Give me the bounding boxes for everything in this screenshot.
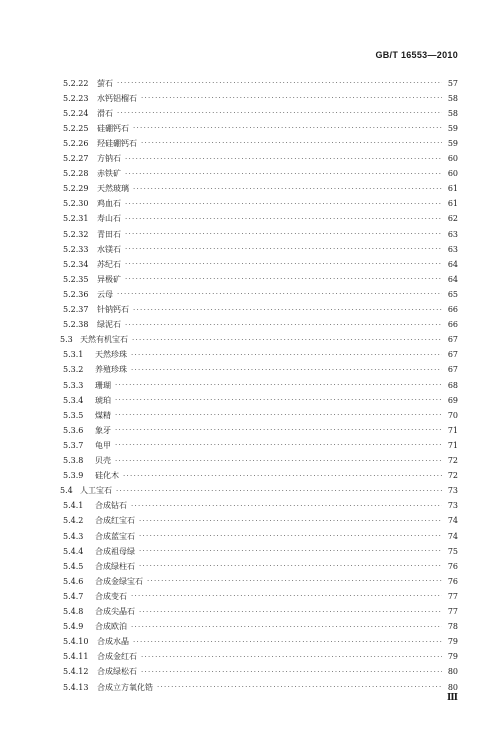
toc-entry-page: 61 bbox=[447, 199, 458, 209]
toc-entry-title: 天然珍珠 bbox=[95, 350, 127, 360]
dot-leader bbox=[131, 502, 442, 510]
dot-leader bbox=[139, 562, 442, 570]
toc-entry-page: 73 bbox=[447, 486, 458, 496]
toc-entry-title: 异极矿 bbox=[97, 274, 121, 284]
toc-entry-number: 5.3 bbox=[60, 335, 73, 345]
toc-entry-page: 64 bbox=[447, 274, 458, 284]
toc-entry bbox=[63, 438, 458, 452]
toc-entry bbox=[63, 544, 458, 558]
toc-entry bbox=[63, 574, 458, 588]
toc-entry-number: 5.2.22 bbox=[63, 78, 89, 88]
toc-entry-title: 合成尖晶石 bbox=[95, 607, 135, 616]
toc-entry-page: 57 bbox=[447, 78, 458, 88]
toc-entry-number: 5.3.1 bbox=[63, 350, 84, 360]
toc-entry-number: 5.2.32 bbox=[63, 229, 89, 239]
toc-entry-number: 5.2.23 bbox=[63, 93, 89, 103]
toc-entry-number: 5.2.27 bbox=[63, 154, 89, 163]
dot-leader bbox=[125, 155, 442, 163]
toc-entry bbox=[63, 499, 458, 513]
toc-entry-title: 萤石 bbox=[97, 78, 113, 88]
toc-entry-page: 63 bbox=[447, 229, 458, 239]
toc-entry-number: 5.2.24 bbox=[63, 108, 89, 118]
toc-entry-title: 合成变石 bbox=[95, 591, 127, 601]
toc-entry-page: 59 bbox=[447, 123, 458, 133]
toc-entry-title: 人工宝石 bbox=[80, 486, 112, 496]
toc-entry-title: 合成红宝石 bbox=[95, 516, 135, 526]
toc-entry-page: 62 bbox=[447, 214, 458, 224]
toc-entry bbox=[63, 197, 458, 211]
dot-leader bbox=[133, 638, 442, 646]
toc-entry bbox=[63, 91, 458, 105]
toc-entry-page: 59 bbox=[447, 138, 458, 148]
toc-entry-page: 67 bbox=[447, 350, 458, 360]
toc-entry-number: 5.4.3 bbox=[63, 531, 84, 541]
toc-entry-page: 67 bbox=[447, 365, 458, 375]
toc-entry-title: 合成蓝宝石 bbox=[95, 531, 135, 541]
toc-entry-page: 73 bbox=[447, 501, 458, 511]
toc-entry-page: 60 bbox=[447, 154, 458, 163]
dot-leader bbox=[125, 215, 442, 223]
toc-entry-number: 5.4.1 bbox=[63, 501, 84, 511]
toc-entry-page: 72 bbox=[447, 471, 458, 481]
toc-entry-page: 74 bbox=[447, 531, 458, 541]
toc-entry-title: 硅化木 bbox=[95, 471, 119, 481]
toc-entry bbox=[63, 363, 458, 377]
toc-entry-title: 合成钻石 bbox=[95, 501, 127, 511]
toc-entry-number: 5.3.9 bbox=[63, 471, 84, 481]
toc-entry bbox=[63, 650, 458, 664]
dot-leader bbox=[117, 109, 442, 117]
dot-leader bbox=[131, 592, 442, 600]
toc-entry-page: 68 bbox=[447, 380, 458, 390]
dot-leader bbox=[125, 230, 442, 238]
toc-entry bbox=[63, 167, 458, 181]
toc-entry-number: 5.4.7 bbox=[63, 591, 84, 601]
dot-leader bbox=[123, 472, 442, 480]
toc-entry bbox=[63, 559, 458, 573]
toc-entry-title: 合成欧泊 bbox=[95, 622, 127, 632]
toc-entry bbox=[63, 136, 458, 150]
toc-entry-title: 合成绿松石 bbox=[97, 667, 137, 677]
toc-entry-title: 合成金红石 bbox=[97, 652, 137, 662]
toc-entry-title: 羟硅硼钙石 bbox=[97, 138, 137, 148]
toc-entry-number: 5.2.38 bbox=[63, 320, 89, 330]
toc-entry bbox=[63, 121, 458, 135]
toc-entry bbox=[63, 680, 458, 694]
toc-entry-title: 水钙铝榴石 bbox=[97, 93, 137, 103]
dot-leader bbox=[141, 653, 442, 661]
dot-leader bbox=[132, 336, 442, 344]
dot-leader bbox=[157, 683, 442, 691]
toc-entry bbox=[63, 287, 458, 301]
toc-entry bbox=[63, 318, 458, 332]
toc-entry bbox=[63, 620, 458, 634]
toc-entry-page: 71 bbox=[447, 425, 458, 435]
toc-entry-title: 云母 bbox=[97, 289, 113, 299]
toc-entry-page: 79 bbox=[447, 652, 458, 662]
toc-entry-title: 苏纪石 bbox=[97, 259, 121, 269]
toc-entry-page: 64 bbox=[447, 259, 458, 269]
toc-entry-title: 合成立方氧化锆 bbox=[97, 682, 153, 692]
toc-entry-number: 5.4 bbox=[60, 486, 73, 496]
dot-leader bbox=[117, 290, 442, 298]
toc-entry-number: 5.4.13 bbox=[63, 682, 89, 692]
dot-leader bbox=[115, 457, 442, 465]
toc-entry-page: 80 bbox=[447, 682, 458, 692]
toc-entry-number: 5.2.28 bbox=[63, 169, 89, 179]
toc-entry bbox=[63, 529, 458, 543]
toc-entry bbox=[63, 272, 458, 286]
toc-entry-page: 77 bbox=[447, 591, 458, 601]
toc-entry-number: 5.3.5 bbox=[63, 410, 84, 420]
dot-leader bbox=[139, 517, 442, 525]
toc-entry-title: 养殖珍珠 bbox=[95, 365, 127, 375]
toc-entry-title: 方钠石 bbox=[97, 154, 121, 163]
toc-entry-page: 76 bbox=[447, 576, 458, 586]
dot-leader bbox=[125, 260, 442, 268]
toc-entry-title: 天然有机宝石 bbox=[80, 335, 128, 345]
toc-entry-page: 61 bbox=[447, 184, 458, 194]
toc-entry bbox=[63, 408, 458, 422]
toc-entry bbox=[63, 152, 458, 166]
dot-leader bbox=[115, 396, 442, 404]
toc-entry-number: 5.3.8 bbox=[63, 456, 84, 465]
toc-entry-title: 鸡血石 bbox=[97, 199, 121, 209]
toc-entry bbox=[63, 423, 458, 437]
dot-leader bbox=[133, 306, 442, 314]
toc-entry bbox=[63, 348, 458, 362]
toc-entry-number: 5.4.5 bbox=[63, 561, 84, 571]
toc-entry-title: 硅硼钙石 bbox=[97, 123, 129, 133]
toc-entry-title: 合成祖母绿 bbox=[95, 546, 135, 556]
toc-entry bbox=[63, 257, 458, 271]
toc-entry-title: 珊瑚 bbox=[95, 380, 111, 390]
dot-leader bbox=[133, 124, 442, 132]
toc-entry bbox=[63, 635, 458, 649]
toc-entry bbox=[63, 665, 458, 679]
toc-entry-number: 5.3.4 bbox=[63, 395, 84, 405]
dot-leader bbox=[116, 487, 442, 495]
toc-entry-number: 5.4.9 bbox=[63, 622, 84, 632]
toc-entry-page: 58 bbox=[447, 93, 458, 103]
toc-entry-page: 60 bbox=[447, 169, 458, 179]
dot-leader bbox=[131, 623, 442, 631]
toc-entry-title: 水镁石 bbox=[97, 244, 121, 254]
dot-leader bbox=[125, 321, 442, 329]
toc-entry-number: 5.2.37 bbox=[63, 305, 89, 314]
toc-entry-page: 79 bbox=[447, 637, 458, 647]
dot-leader bbox=[141, 668, 442, 676]
toc-entry-title: 针钠钙石 bbox=[97, 305, 129, 314]
dot-leader bbox=[139, 547, 442, 555]
toc-entry bbox=[63, 182, 458, 196]
toc-entry-page: 77 bbox=[447, 607, 458, 616]
dot-leader bbox=[125, 170, 442, 178]
toc-entry-number: 5.4.6 bbox=[63, 576, 84, 586]
toc-entry-number: 5.2.34 bbox=[63, 259, 89, 269]
toc-entry-title: 合成金绿宝石 bbox=[95, 576, 143, 586]
toc-entry-title: 天然玻璃 bbox=[97, 184, 129, 194]
toc-entry-page: 66 bbox=[447, 305, 458, 314]
toc-entry bbox=[63, 227, 458, 241]
toc-entry-page: 71 bbox=[447, 440, 458, 450]
toc-entry-number: 5.3.3 bbox=[63, 380, 84, 390]
dot-leader bbox=[125, 275, 442, 283]
dot-leader bbox=[125, 245, 442, 253]
toc-entry bbox=[63, 605, 458, 619]
toc-entry-number: 5.2.29 bbox=[63, 184, 89, 194]
toc-entry bbox=[63, 454, 458, 468]
dot-leader bbox=[141, 94, 442, 102]
toc-entry bbox=[60, 484, 458, 498]
toc-entry bbox=[63, 469, 458, 483]
dot-leader bbox=[115, 411, 442, 419]
toc-entry-page: 63 bbox=[447, 244, 458, 254]
toc-entry-number: 5.2.30 bbox=[63, 199, 89, 209]
standard-number: GB/T 16553—2010 bbox=[375, 50, 458, 60]
toc-entry-number: 5.4.4 bbox=[63, 546, 84, 556]
dot-leader bbox=[131, 366, 442, 374]
toc-entry bbox=[63, 393, 458, 407]
toc-entry-title: 合成绿柱石 bbox=[95, 561, 135, 571]
dot-leader bbox=[115, 441, 442, 449]
toc-entry bbox=[63, 303, 458, 317]
toc-entry bbox=[63, 589, 458, 603]
toc-entry-page: 78 bbox=[447, 622, 458, 632]
toc-entry-title: 琥珀 bbox=[95, 395, 111, 405]
toc-entry-page: 74 bbox=[447, 516, 458, 526]
toc-entry-title: 煤精 bbox=[95, 410, 111, 420]
toc-entry-number: 5.2.36 bbox=[63, 289, 89, 299]
toc-entry bbox=[63, 106, 458, 120]
toc-entry-title: 合成水晶 bbox=[97, 637, 129, 647]
dot-leader bbox=[139, 608, 442, 616]
toc-entry-page: 75 bbox=[447, 546, 458, 556]
dot-leader bbox=[141, 139, 442, 147]
toc-entry-number: 5.4.10 bbox=[63, 637, 89, 647]
toc-entry-page: 66 bbox=[447, 320, 458, 330]
dot-leader bbox=[125, 200, 442, 208]
toc-entry-title: 龟甲 bbox=[95, 440, 111, 450]
toc-entry-number: 5.2.31 bbox=[63, 214, 89, 224]
toc-entry-number: 5.2.26 bbox=[63, 138, 89, 148]
toc-entry-number: 5.4.2 bbox=[63, 516, 84, 526]
toc-entry bbox=[63, 212, 458, 226]
toc-entry-number: 5.3.7 bbox=[63, 440, 84, 450]
toc-entry-number: 5.4.12 bbox=[63, 667, 89, 677]
toc-entry-page: 70 bbox=[447, 410, 458, 420]
dot-leader bbox=[133, 185, 442, 193]
toc-entry-page: 69 bbox=[447, 395, 458, 405]
toc-entry-title: 绿泥石 bbox=[97, 320, 121, 330]
toc-entry-page: 72 bbox=[447, 456, 458, 465]
toc-entry-page: 65 bbox=[447, 289, 458, 299]
toc-entry-number: 5.4.11 bbox=[63, 652, 89, 662]
toc-entry-number: 5.2.25 bbox=[63, 123, 89, 133]
page-number: Ⅲ bbox=[447, 693, 458, 703]
toc-entry-page: 76 bbox=[447, 561, 458, 571]
toc-entry bbox=[60, 333, 458, 347]
toc-entry-page: 58 bbox=[447, 108, 458, 118]
toc-entry-page: 80 bbox=[447, 667, 458, 677]
toc-entry-number: 5.3.6 bbox=[63, 425, 84, 435]
toc-entry bbox=[63, 378, 458, 392]
toc-entry-title: 赤铁矿 bbox=[97, 169, 121, 179]
toc-entry-title: 象牙 bbox=[95, 425, 111, 435]
toc-entry-title: 青田石 bbox=[97, 229, 121, 239]
toc-entry-number: 5.2.33 bbox=[63, 244, 89, 254]
toc-entry-page: 67 bbox=[447, 335, 458, 345]
dot-leader bbox=[131, 351, 442, 359]
dot-leader bbox=[115, 426, 442, 434]
dot-leader bbox=[115, 381, 442, 389]
toc-entry-title: 贝壳 bbox=[95, 456, 111, 465]
dot-leader bbox=[147, 577, 442, 585]
toc-entry bbox=[63, 514, 458, 528]
toc-entry-title: 滑石 bbox=[97, 108, 113, 118]
toc-entry bbox=[63, 242, 458, 256]
dot-leader bbox=[117, 79, 442, 87]
toc-entry-number: 5.3.2 bbox=[63, 365, 84, 375]
dot-leader bbox=[139, 532, 442, 540]
toc-entry bbox=[63, 76, 458, 90]
toc-entry-number: 5.4.8 bbox=[63, 607, 84, 616]
toc-entry-number: 5.2.35 bbox=[63, 274, 89, 284]
toc-entry-title: 寿山石 bbox=[97, 214, 121, 224]
